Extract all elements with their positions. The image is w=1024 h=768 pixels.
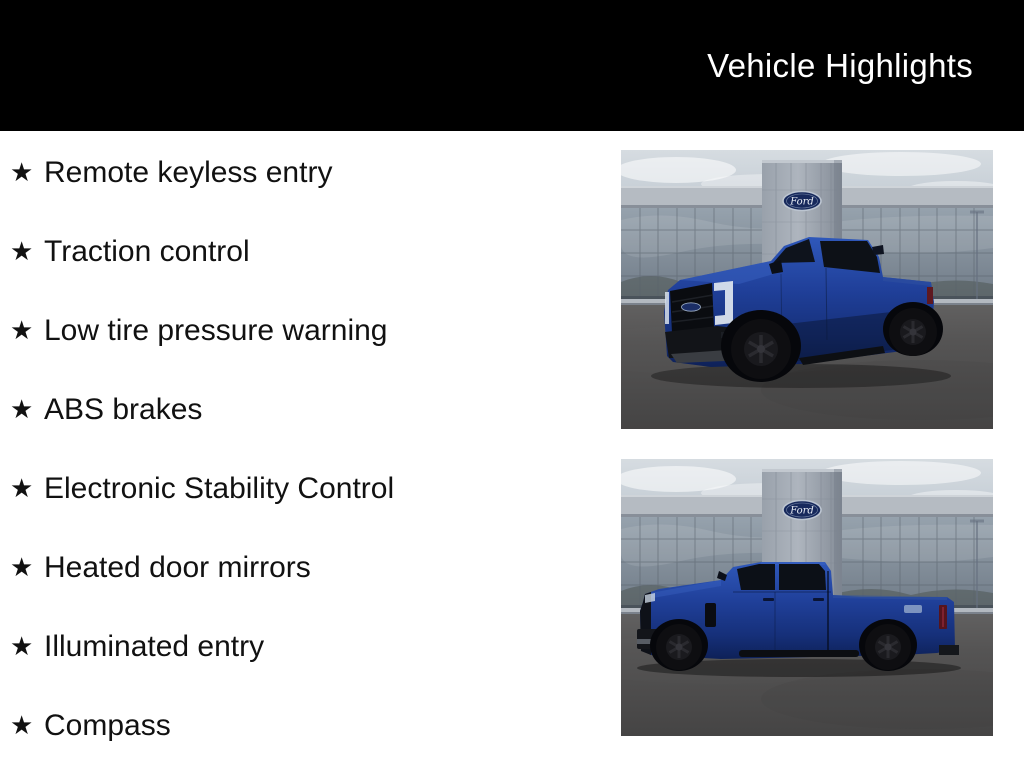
rear-bumper: [939, 645, 959, 655]
feature-item: [10, 449, 394, 528]
fender-vent: [705, 603, 716, 627]
feature-item: [10, 528, 394, 607]
ford-logo-text: Ford: [790, 196, 814, 208]
star-bullet-icon: ★: [10, 552, 34, 583]
ford-logo-text: Ford: [790, 505, 814, 517]
door-handle: [813, 598, 824, 601]
page-title: Vehicle Highlights: [707, 46, 973, 84]
feature-item: [10, 212, 394, 291]
dealership-photo-svg: [621, 150, 993, 429]
vehicle-photo-front-quarter: [621, 150, 993, 429]
feature-label: Compass: [44, 708, 171, 742]
rear-door-glass: [779, 564, 826, 590]
feature-label: Traction control: [44, 234, 250, 268]
taillight: [927, 287, 933, 304]
front-door-glass: [737, 564, 775, 590]
header-bar: [0, 0, 1024, 131]
feature-label: Heated door mirrors: [44, 550, 311, 584]
truck-shadow: [651, 364, 951, 388]
ford-oval-logo: [783, 501, 821, 520]
feature-label: Electronic Stability Control: [44, 471, 395, 505]
feature-label: Remote keyless entry: [44, 155, 333, 189]
star-bullet-icon: ★: [10, 236, 34, 267]
feature-label: ABS brakes: [44, 392, 203, 426]
grille-ford-oval: [682, 303, 701, 311]
feature-label: Low tire pressure warning: [44, 313, 388, 347]
feature-item: [10, 291, 394, 370]
door-handle: [763, 598, 774, 601]
star-bullet-icon: ★: [10, 394, 34, 425]
feature-item: [10, 686, 394, 765]
star-bullet-icon: ★: [10, 315, 34, 346]
feature-item: [10, 133, 394, 212]
feature-item: [10, 607, 394, 686]
feature-list: [10, 133, 394, 765]
star-bullet-icon: ★: [10, 157, 34, 188]
rear-wheel: [865, 624, 911, 670]
taillight: [939, 605, 947, 629]
ford-oval-logo: [783, 192, 821, 211]
vehicle-photo-side: [621, 459, 993, 736]
star-bullet-icon: ★: [10, 631, 34, 662]
feature-label: Illuminated entry: [44, 629, 265, 663]
rear-wheel: [889, 308, 937, 356]
dealership-photo-svg: [621, 459, 993, 736]
front-wheel: [731, 319, 791, 379]
front-wheel: [656, 624, 702, 670]
star-bullet-icon: ★: [10, 710, 34, 741]
badge-4x4: [904, 605, 922, 613]
grille: [670, 283, 714, 333]
feature-item: [10, 370, 394, 449]
star-bullet-icon: ★: [10, 473, 34, 504]
running-board: [739, 650, 859, 657]
